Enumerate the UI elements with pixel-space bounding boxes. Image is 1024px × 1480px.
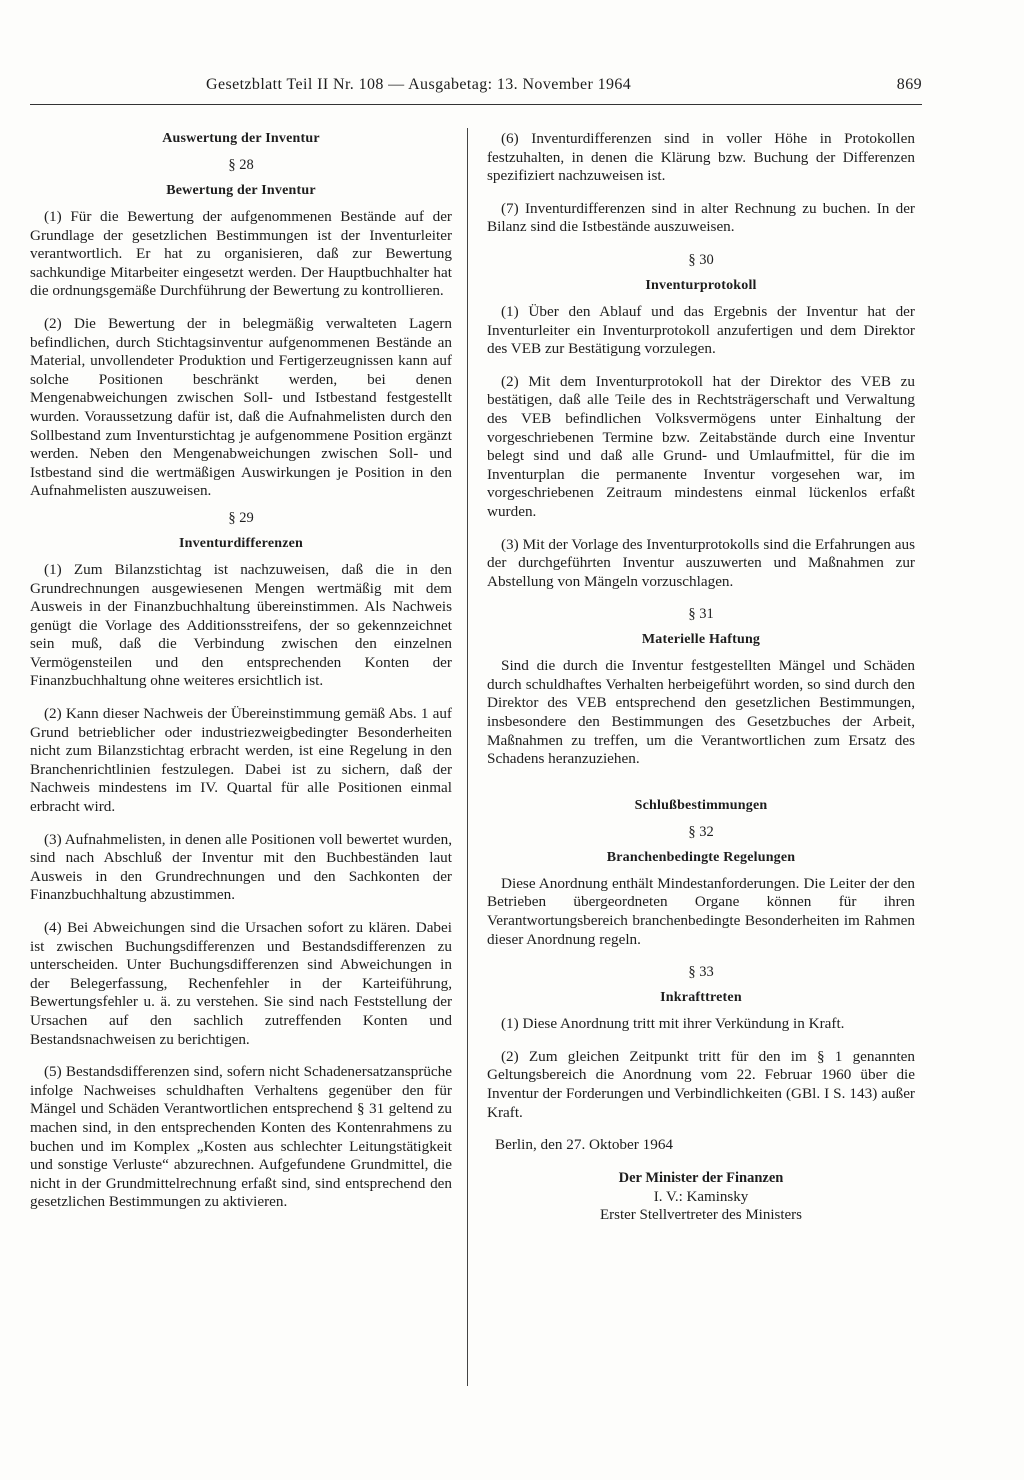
paragraph: (2) Mit dem Inventurprotokoll hat der Direktor des VEB zu bestätigen, daß alle Teile des in Rechtsträgerschaft und Verwaltung des VEB befindlichen Volksvermögens unter Einhaltung der vorgeschriebenen Termine bzw. Zeitabstände durch eine Inventur belegt sind und daß alle Grund- und Umlaufmittel, für die im Inventurplan die permanente Inventur vorgesehen war, im vorgeschriebenen Zeitraum mindestens einmal lückenlos erfaßt wurden. [487,372,915,520]
left-column [30,130,452,1212]
section-title-33: Inkrafttreten [660,990,742,1006]
right-column [487,130,915,1224]
signatory-role: Der Minister der Finanzen [618,1169,784,1186]
paragraph: (1) Für die Bewertung der aufgenommenen Bestände auf der Grundlage der gesetzlichen Bestimmungen ist der Inventurleiter verantwortlich. Er hat zu organisieren, daß zur Bewertung sachkundige Mitarbeiter eingesetzt werden. Der Hauptbuchhalter hat die ordnungsgemäße Durchführung der Bewertung zu kontrollieren. [30,208,452,300]
section-title-29: Inventurdifferenzen [178,535,304,551]
column-divider [467,128,468,1386]
signatory-name: I. V.: Kaminsky [653,1188,749,1205]
place-and-date: Berlin, den 27. Oktober 1964 [495,1136,674,1154]
final-provisions-heading: Schlußbestimmungen [634,797,768,813]
paragraph: (1) Über den Ablauf und das Ergebnis der Inventur hat der Inventurleiter ein Inventurprotokoll anzufertigen und dem Direktor des VEB zur Bestätigung vorzulegen. [487,302,915,358]
signature-block [487,1169,915,1224]
section-title-30: Inventurprotokoll [645,277,757,293]
paragraph: (3) Aufnahmelisten, in denen alle Positionen voll bewertet wurden, sind nach Abschluß der Inventur mit den Buchbeständen laut Ausweis in den Grundrechnungen und den Sachkonten der Finanzbuchhaltung abzustimmen. [30,830,452,904]
section-number-28: § 28 [228,157,254,173]
paragraph: (6) Inventurdifferenzen sind in voller Höhe in Protokollen festzuhalten, in denen die Klärung bzw. Buchung der Differenzen spezifiziert nachzuweisen ist. [487,130,915,185]
gazette-title: Gesetzblatt Teil II Nr. 108 — Ausgabetag: 13. November 1964 [206,76,632,93]
section-number-33: § 33 [688,964,714,981]
section-number-29: § 29 [228,509,254,526]
section-number-30: § 30 [688,251,714,268]
section-number-31: § 31 [688,606,714,623]
section-title-28: Bewertung der Inventur [166,183,316,198]
header-rule [30,104,922,105]
part-heading: Auswertung der Inventur [162,131,320,146]
paragraph: (4) Bei Abweichungen sind die Ursachen sofort zu klären. Dabei ist zwischen Buchungsdifferenzen und Bestandsdifferenzen zu unterscheiden. Unter Buchungsdifferenzen sind Abweichungen in der Belegerfassung, Rechenfehler in der Karteiführung, Bewertungsfehler u. ä. zu verstehen. Sie sind nach Feststellung der Ursachen auf den sachlich zutreffenden Konten und Bestandsnachweisen zu berichtigen. [30,919,452,1048]
section-number-32: § 32 [688,823,714,840]
paragraph: Diese Anordnung enthält Mindestanforderungen. Die Leiter der den Betrieben übergeordneten Organe können für ihren Verantwortungsbereich branchenbedingte Besonderheiten im Rahmen dieser Anordnung regeln. [487,874,915,948]
paragraph: (1) Zum Bilanzstichtag ist nachzuweisen, daß die in den Grundrechnungen ausgewiesenen Mengen wertmäßig mit dem Ausweis in der Finanzbuchhaltung übereinstimmen. Als Nachweis genügt die Vorlage des Additionsstreifens, der so gekennzeichnet sein muß, daß die Verbindung zwischen den einzelnen Vermögensteilen und den entsprechenden Konten der Finanzbuchhaltung ohne weiteres ersichtlich ist. [30,560,452,690]
paragraph: (2) Die Bewertung der in belegmäßig verwalteten Lagern befindlichen, durch Stichtagsinventur aufgenommenen Bestände an Material, unvollendeter Produktion und Fertigerzeugnissen kann auf solche Positionen beschränkt werden, bei denen Mengenabweichungen zwischen Soll- und Istbestand festgestellt wurden. Voraussetzung dafür ist, daß die Aufnahmelisten durch den Sollbestand zum Inventurstichtag je aufgenommene Position ergänzt werden. Neben den Mengenabweichungen zwischen Soll- und Istbestand sind die wertmäßigen Auswirkungen je Position in den Aufnahmelisten auszuweisen. [30,314,452,500]
section-title-31: Materielle Haftung [641,632,761,648]
paragraph: (3) Mit der Vorlage des Inventurprotokolls sind die Erfahrungen aus der durchgeführten Inventur auszuwerten und Maßnahmen zur Abstellung von Mängeln vorzuschlagen. [487,535,915,590]
paragraph: (7) Inventurdifferenzen sind in alter Rechnung zu buchen. In der Bilanz sind die Istbestände auszuweisen. [487,199,915,236]
paragraph: (2) Zum gleichen Zeitpunkt tritt für den im § 1 genannten Geltungsbereich die Anordnung vom 22. Februar 1960 über die Inventur der Forderungen und Verbindlichkeiten (GBl. I S. 143) außer Kraft. [487,1047,915,1121]
paragraph: Sind die durch die Inventur festgestellten Mängel und Schäden durch schuldhaftes Verhalten herbeigeführt worden, so sind durch den Direktor des VEB entsprechend den gesetzlichen Bestimmungen, insbesondere den Bestimmungen des Gesetzbuches der Arbeit, Maßnahmen zu treffen, um die Verantwortlichen zum Ersatz des Schadens heranzuziehen. [487,657,915,768]
paragraph: (2) Kann dieser Nachweis der Übereinstimmung gemäß Abs. 1 auf Grund betrieblicher oder industriezweigbedingter Besonderheiten nicht zum Bilanzstichtag erbracht werden, ist eine Regelung in den Branchenrichtlinien festzulegen. Dabei ist zu sichern, daß der Nachweis mindestens im IV. Quartal für alle Positionen einmal erbracht wird. [30,705,452,816]
page-number: 869 [896,76,922,93]
paragraph: (1) Diese Anordnung tritt mit ihrer Verkündung in Kraft. [501,1015,845,1033]
paragraph: (5) Bestandsdifferenzen sind, sofern nicht Schadenersatzansprüche infolge Nachweises schuldhaften Verhaltens gegenüber den für Mängel und Schäden Verantwortlichen entsprechend § 31 geltend zu machen sind, in den entsprechenden Konten des Kontenrahmens zu buchen und im Komplex „Kosten aus schlechter Leitungstätigkeit und sonstige Verluste“ abzurechnen. Aufgefundene Grundmittel, die nicht in der Grundmittelrechnung erfaßt sind, sind entsprechend den gesetzlichen Bestimmungen zu aktivieren. [30,1063,452,1211]
section-title-32: Branchenbedingte Regelungen [606,849,796,865]
signatory-description: Erster Stellvertreter des Ministers [599,1206,803,1223]
